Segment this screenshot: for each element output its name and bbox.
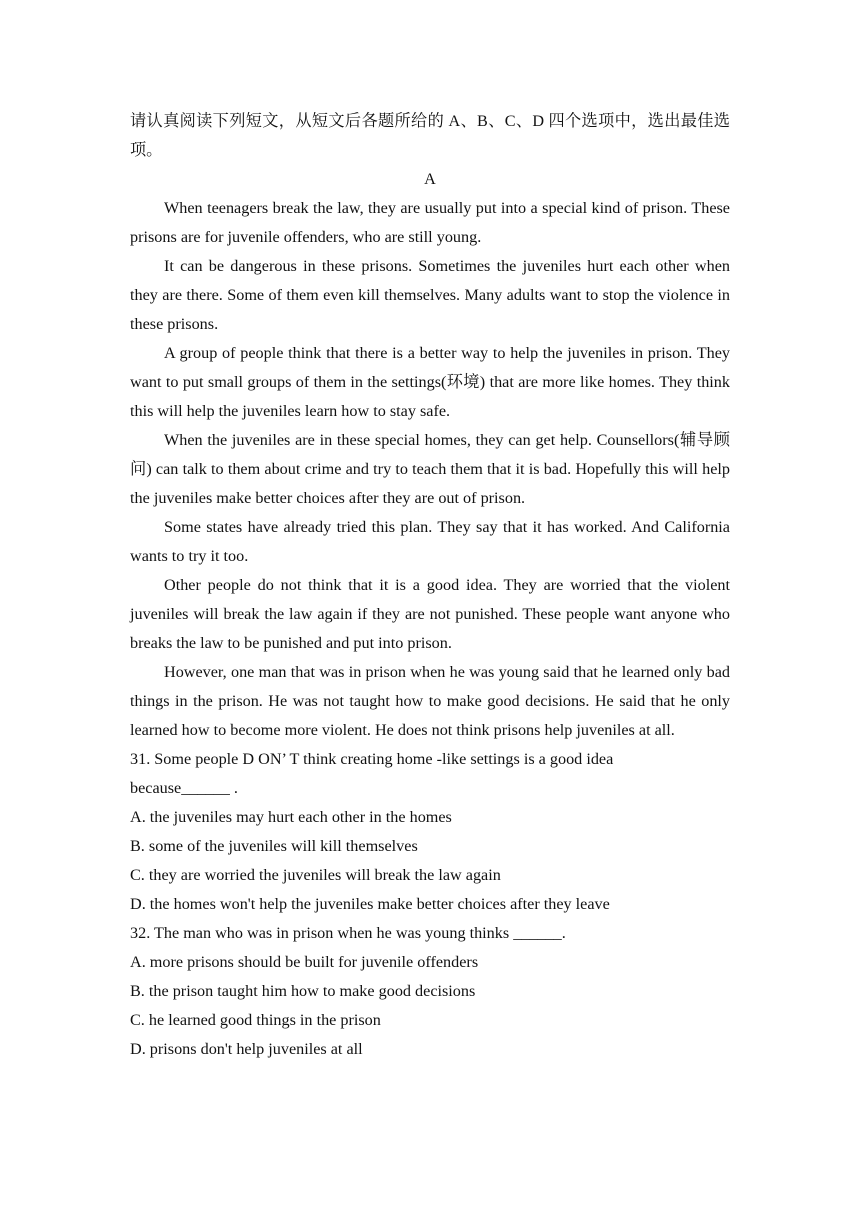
question-31 xyxy=(130,745,730,919)
passage-paragraph: However, one man that was in prison when he was young said that he learned only bad things in the prison. He was not taught how to make good decisions. He said that he only learned how to become more violent. He does not think prisons help juveniles at all. xyxy=(130,663,730,739)
document-page xyxy=(130,107,730,1064)
option-a: A. the juveniles may hurt each other in the homes xyxy=(130,808,452,826)
question-32 xyxy=(130,919,730,1064)
passage-paragraph: Other people do not think that it is a good idea. They are worried that the violent juveniles will break the law again if they are not punished. These people want anyone who breaks the law to be punished and put into prison. xyxy=(130,576,730,652)
option-d: D. prisons don't help juveniles at all xyxy=(130,1040,363,1058)
passage-paragraph: Some states have already tried this plan. They say that it has worked. And California wants to try it too. xyxy=(130,518,730,565)
section-title: A xyxy=(424,170,436,188)
option-b: B. some of the juveniles will kill themselves xyxy=(130,837,418,855)
instruction-text: 请认真阅读下列短文，从短文后各题所给的 A、B、C、D 四个选项中，选出最佳选项。 xyxy=(130,112,730,159)
option-b: B. the prison taught him how to make good decisions xyxy=(130,982,476,1000)
question-stem: 32. The man who was in prison when he was young thinks ______. xyxy=(130,924,566,942)
passage-paragraph: When teenagers break the law, they are usually put into a special kind of prison. These prisons are for juvenile offenders, who are still young. xyxy=(130,199,730,246)
passage xyxy=(130,194,730,745)
option-c: C. he learned good things in the prison xyxy=(130,1011,381,1029)
option-d: D. the homes won't help the juveniles make better choices after they leave xyxy=(130,895,610,913)
question-stem: 31. Some people D ON’ T think creating home -like settings is a good idea because______ . xyxy=(130,750,614,797)
passage-paragraph: When the juveniles are in these special homes, they can get help. Counsellors(辅导顾问) can talk to them about crime and try to teach them that it is bad. Hopefully this will help the juveniles make better choices after they are out of prison. xyxy=(130,431,730,507)
passage-paragraph: A group of people think that there is a better way to help the juveniles in prison. They want to put small groups of them in the settings(环境) that are more like homes. They think this will help the juveniles learn how to stay safe. xyxy=(130,344,730,420)
passage-paragraph: It can be dangerous in these prisons. Sometimes the juveniles hurt each other when they are there. Some of them even kill themselves. Many adults want to stop the violence in these prisons. xyxy=(130,257,730,333)
option-a: A. more prisons should be built for juvenile offenders xyxy=(130,953,479,971)
option-c: C. they are worried the juveniles will break the law again xyxy=(130,866,501,884)
